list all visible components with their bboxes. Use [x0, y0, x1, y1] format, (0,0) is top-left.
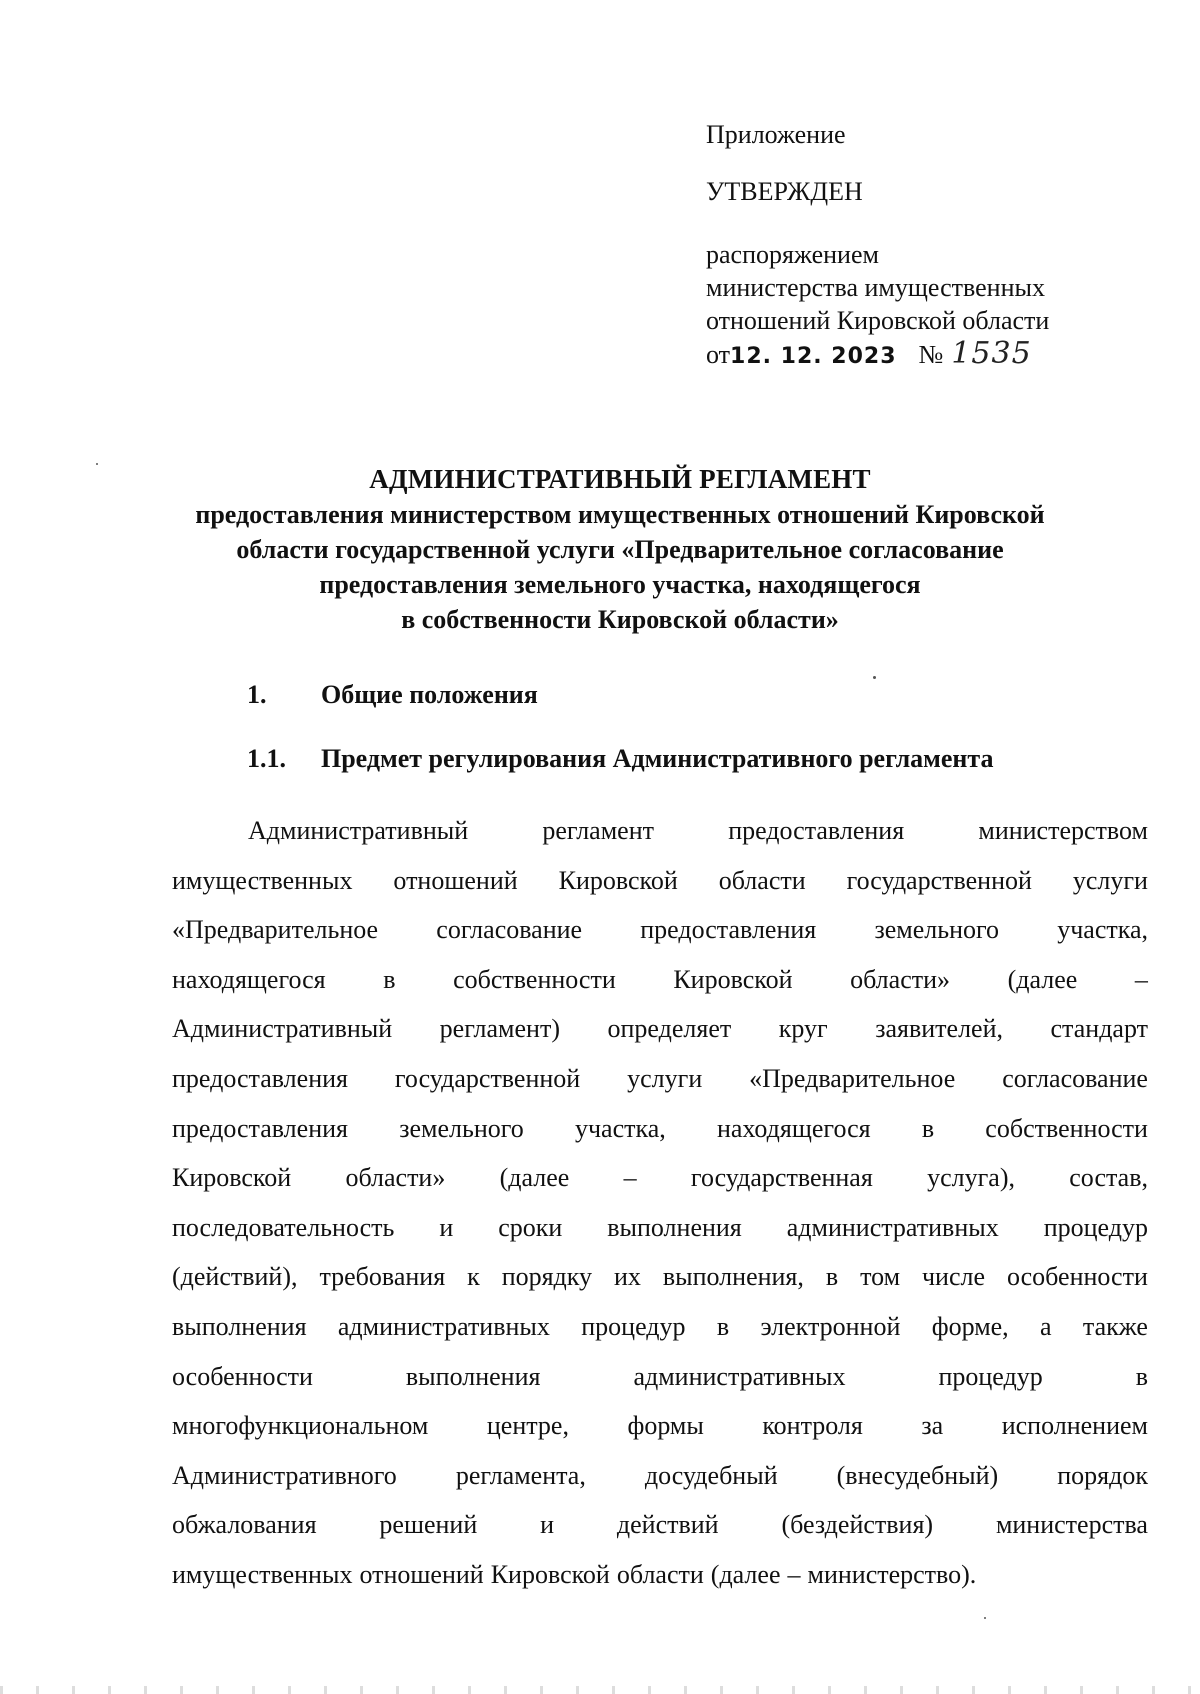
paragraph-word: также — [1082, 1311, 1148, 1341]
paragraph-word: находящегося — [172, 964, 326, 994]
paragraph-word: – — [1134, 964, 1148, 994]
title-subtitle-line: предоставления земельного участка, находящегося — [319, 570, 921, 599]
paragraph-word: согласование — [1002, 1063, 1148, 1093]
paragraph-word: многофункциональном — [172, 1411, 429, 1441]
paragraph-word: министерство). — [807, 1559, 977, 1589]
paragraph-line — [172, 1104, 1148, 1154]
paragraph-word: имущественных — [172, 1559, 353, 1589]
paragraph-word: особенности — [1006, 1262, 1148, 1292]
paragraph-word: области» — [345, 1163, 446, 1193]
paragraph-word: их — [614, 1262, 641, 1292]
scan-speck — [96, 463, 98, 465]
paragraph-word: – — [623, 1163, 637, 1193]
order-line: отношений Кировской области — [706, 306, 1050, 335]
paragraph-line — [172, 1550, 1148, 1600]
paragraph-word: административных — [337, 1311, 550, 1341]
subsection-heading-subject — [247, 742, 993, 776]
paragraph-line — [172, 806, 1148, 856]
paragraph-line — [172, 1252, 1148, 1302]
paragraph-word: центре, — [486, 1411, 569, 1441]
handwritten-date: 12. 12. 2023 — [730, 344, 897, 369]
paragraph-word: порядку — [501, 1262, 593, 1292]
paragraph-word: за — [921, 1411, 944, 1441]
title-subtitle-line: предоставления министерством имущественных отношений Кировской — [195, 500, 1045, 529]
paragraph-word: находящегося — [716, 1113, 871, 1143]
order-line: распоряжением — [706, 240, 879, 269]
scan-bottom-edge — [0, 1686, 1200, 1694]
paragraph-line — [172, 1203, 1148, 1253]
paragraph-word: «Предварительное — [172, 915, 379, 945]
paragraph-word: в — [383, 964, 396, 994]
paragraph-word: круг — [778, 1014, 828, 1044]
section-number: 1. — [247, 680, 267, 709]
paragraph-word: административных — [633, 1361, 846, 1391]
paragraph-word: выполнения, — [662, 1262, 804, 1292]
paragraph-word: исполнением — [1001, 1411, 1148, 1441]
paragraph-word: сроки — [498, 1212, 563, 1242]
paragraph-word: стандарт — [1050, 1014, 1148, 1044]
paragraph-word: требования — [319, 1262, 446, 1292]
paragraph-word: форме, — [931, 1311, 1009, 1341]
paragraph-line — [172, 1352, 1148, 1402]
paragraph-word: формы — [627, 1411, 704, 1441]
order-reference — [706, 238, 1146, 373]
paragraph-word: в — [825, 1262, 839, 1292]
appendix-label: Приложение — [706, 120, 846, 149]
paragraph-word: министерства — [995, 1510, 1148, 1540]
paragraph-word: (внесудебный) — [836, 1460, 999, 1490]
paragraph-word: области — [718, 865, 806, 895]
paragraph-line — [172, 1451, 1148, 1501]
paragraph-word: контроля — [762, 1411, 863, 1441]
paragraph-word: определяет — [607, 1014, 732, 1044]
paragraph-word: предоставления — [728, 816, 905, 845]
section-title: Общие положения — [321, 680, 538, 709]
paragraph-word: участка, — [1057, 915, 1148, 945]
paragraph-word: «Предварительное — [749, 1063, 956, 1093]
scan-speck — [873, 676, 876, 679]
paragraph-word: Кировской — [172, 1163, 292, 1193]
paragraph-word: области» — [850, 964, 951, 994]
paragraph-word: согласование — [436, 915, 583, 945]
paragraph-word: (далее — [499, 1163, 570, 1193]
paragraph-word: государственной — [394, 1063, 581, 1093]
paragraph-word: (далее — [1007, 964, 1078, 994]
paragraph-word: состав, — [1069, 1163, 1148, 1193]
paragraph-word: собственности — [985, 1113, 1148, 1143]
paragraph-line — [172, 1500, 1148, 1550]
paragraph-word: том — [860, 1262, 901, 1292]
paragraph-word: и — [540, 1510, 555, 1540]
document-title — [120, 462, 1120, 637]
paragraph-word: собственности — [453, 964, 616, 994]
paragraph-word: услуги — [627, 1063, 703, 1093]
paragraph-word: в — [716, 1311, 730, 1341]
paragraph-word: Административный — [172, 1014, 393, 1044]
paragraph-word: в — [1135, 1361, 1148, 1391]
order-line: министерства имущественных — [706, 273, 1045, 302]
paragraph-word: электронной — [760, 1311, 901, 1341]
paragraph-word: заявителей, — [875, 1014, 1003, 1044]
paragraph-line — [172, 1004, 1148, 1054]
paragraph-word: (далее — [710, 1559, 781, 1589]
paragraph-word: досудебный — [644, 1460, 778, 1490]
paragraph-word: имущественных — [172, 865, 353, 895]
approved-label: УТВЕРЖДЕН — [706, 177, 863, 206]
title-subtitle-line: в собственности Кировской области» — [401, 605, 839, 634]
paragraph-word: последовательность — [172, 1212, 395, 1242]
paragraph-word: Кировской — [673, 964, 793, 994]
handwritten-number: 1535 — [951, 336, 1032, 371]
paragraph-word: земельного — [399, 1113, 524, 1143]
body-paragraph — [172, 806, 1148, 1600]
paragraph-word: Административный — [248, 816, 469, 845]
paragraph-word: Кировской — [558, 865, 678, 895]
order-date-number-line — [706, 337, 1146, 373]
subsection-number: 1.1. — [247, 744, 286, 773]
date-prefix: от — [706, 340, 731, 369]
paragraph-word: выполнения — [172, 1311, 307, 1341]
paragraph-line — [172, 955, 1148, 1005]
paragraph-word: отношений — [359, 1559, 484, 1589]
paragraph-line — [172, 905, 1148, 955]
paragraph-word: земельного — [874, 915, 1000, 945]
paragraph-line — [172, 1054, 1148, 1104]
paragraph-word: предоставления — [640, 915, 817, 945]
paragraph-word: регламент) — [439, 1014, 560, 1044]
paragraph-word: государственная — [690, 1163, 873, 1193]
subsection-title: Предмет регулирования Административного регламента — [321, 744, 994, 773]
paragraph-word: регламент — [542, 816, 654, 845]
paragraph-word: административных — [786, 1212, 999, 1242]
paragraph-word: к — [467, 1262, 480, 1292]
paragraph-word: предоставления — [172, 1113, 348, 1143]
paragraph-word: отношений — [393, 865, 518, 895]
paragraph-word: услуги — [1072, 865, 1148, 895]
paragraph-word: (действий), — [172, 1262, 298, 1292]
paragraph-word: числе — [921, 1262, 986, 1292]
paragraph-line — [172, 1302, 1148, 1352]
approval-block — [706, 118, 1146, 373]
paragraph-word: (бездействия) — [781, 1510, 934, 1540]
paragraph-word: процедур — [938, 1361, 1043, 1391]
paragraph-word: государственной — [846, 865, 1032, 895]
paragraph-word: выполнения — [607, 1212, 742, 1242]
paragraph-word: обжалования — [172, 1510, 317, 1540]
scan-speck — [984, 1617, 986, 1619]
paragraph-word: а — [1040, 1311, 1052, 1341]
paragraph-line — [172, 1401, 1148, 1451]
paragraph-word: выполнения — [405, 1361, 541, 1391]
paragraph-word: Административного — [172, 1460, 397, 1490]
paragraph-word: действий — [616, 1510, 719, 1540]
title-main: АДМИНИСТРАТИВНЫЙ РЕГЛАМЕНТ — [369, 464, 871, 494]
paragraph-word: и — [439, 1212, 454, 1242]
paragraph-line — [172, 1153, 1148, 1203]
paragraph-word: в — [921, 1113, 935, 1143]
paragraph-word: участка, — [574, 1113, 666, 1143]
paragraph-word: решений — [379, 1510, 478, 1540]
paragraph-word: – — [787, 1559, 801, 1589]
paragraph-line — [172, 856, 1148, 906]
paragraph-word: области — [616, 1559, 704, 1589]
title-subtitle-line: области государственной услуги «Предварительное согласование — [236, 535, 1004, 564]
paragraph-word: услуга), — [927, 1163, 1015, 1193]
paragraph-word: Кировской — [490, 1559, 610, 1589]
paragraph-word: особенности — [172, 1361, 313, 1391]
number-sign: № — [918, 340, 944, 369]
paragraph-word: процедур — [581, 1311, 686, 1341]
paragraph-word: порядок — [1057, 1460, 1148, 1490]
paragraph-word: министерством — [978, 816, 1148, 845]
section-heading-general — [247, 678, 538, 712]
paragraph-word: регламента, — [455, 1460, 586, 1490]
paragraph-word: процедур — [1043, 1212, 1148, 1242]
paragraph-word: предоставления — [172, 1063, 348, 1093]
